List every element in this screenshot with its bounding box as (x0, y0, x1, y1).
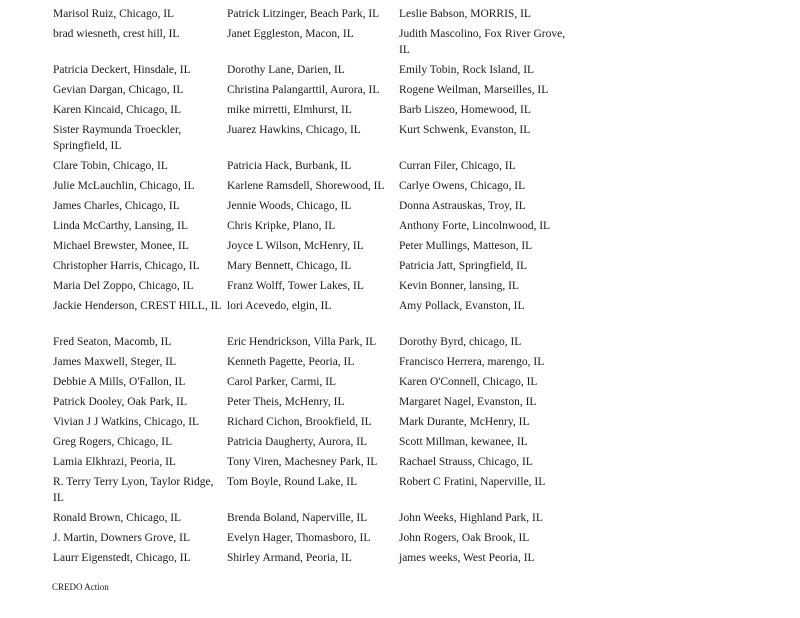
signer-entry: Patrick Litzinger, Beach Park, IL (227, 8, 380, 20)
signer-entry: Juarez Hawkins, Chicago, IL (227, 124, 361, 136)
signer-entry: Sister Raymunda Troeckler, Springfield, IL (53, 124, 182, 152)
signer-entry: Carol Parker, Carmi, IL (227, 376, 337, 388)
signer-entry: Franz Wolff, Tower Lakes, IL (227, 280, 364, 292)
signer-entry: Vivian J J Watkins, Chicago, IL (53, 416, 200, 428)
signer-entry: james weeks, West Peoria, IL (399, 552, 535, 564)
signer-entry: Gevian Dargan, Chicago, IL (53, 84, 184, 96)
signer-entry: Maria Del Zoppo, Chicago, IL (53, 280, 194, 292)
signer-entry: Rachael Strauss, Chicago, IL (399, 456, 533, 468)
signer-entry: Curran Filer, Chicago, IL (399, 160, 516, 172)
signer-entry: Emily Tobin, Rock Island, IL (399, 64, 535, 76)
signer-entry: Richard Cichon, Brookfield, IL (227, 416, 372, 428)
signer-entry: Anthony Forte, Lincolnwood, IL (399, 220, 551, 232)
signer-entry: Barb Liszeo, Homewood, IL (399, 104, 531, 116)
signer-entry: Tom Boyle, Round Lake, IL (227, 476, 358, 488)
signer-entry: John Rogers, Oak Brook, IL (399, 532, 530, 544)
signer-entry: Kenneth Pagette, Peoria, IL (227, 356, 355, 368)
signer-entry: Peter Theis, McHenry, IL (227, 396, 345, 408)
signer-entry: Peter Mullings, Matteson, IL (399, 240, 533, 252)
page-footer: CREDO Action (52, 582, 109, 592)
signer-entry: Evelyn Hager, Thomasboro, IL (227, 532, 371, 544)
signer-entry: Christina Palangarttil, Aurora, IL (227, 84, 380, 96)
signer-entry: Clare Tobin, Chicago, IL (53, 160, 168, 172)
signer-entry: Lamia Elkhrazi, Peoria, IL (53, 456, 176, 468)
signer-entry: Joyce L Wilson, McHenry, IL (227, 240, 364, 252)
signer-entry: Kurt Schwenk, Evanston, IL (399, 124, 531, 136)
signer-entry: Karen O'Connell, Chicago, IL (399, 376, 538, 388)
signer-entry: Patrick Dooley, Oak Park, IL (53, 396, 188, 408)
signer-entry: Margaret Nagel, Evanston, IL (399, 396, 537, 408)
signer-entry: John Weeks, Highland Park, IL (399, 512, 543, 524)
signer-entry: mike mirretti, Elmhurst, IL (227, 104, 352, 116)
signer-entry: Judith Mascolino, Fox River Grove, IL (399, 28, 566, 56)
signer-entry: Mary Bennett, Chicago, IL (227, 260, 352, 272)
signer-entry: Fred Seaton, Macomb, IL (53, 336, 172, 348)
signer-entry: Karen Kincaid, Chicago, IL (53, 104, 182, 116)
signer-entry: lori Acevedo, elgin, IL (227, 300, 332, 312)
signer-entry: Kevin Bonner, lansing, IL (399, 280, 519, 292)
signer-entry: Patricia Deckert, Hinsdale, IL (53, 64, 191, 76)
signer-entry: J. Martin, Downers Grove, IL (53, 532, 191, 544)
signer-entry: Marisol Ruiz, Chicago, IL (53, 8, 175, 20)
signer-entry: Jackie Henderson, CREST HILL, IL (53, 300, 222, 312)
signer-entry: Robert C Fratini, Naperville, IL (399, 476, 546, 488)
signer-entry: Patricia Hack, Burbank, IL (227, 160, 352, 172)
signer-entry: Francisco Herrera, marengo, IL (399, 356, 545, 368)
signer-entry: R. Terry Terry Lyon, Taylor Ridge, IL (53, 476, 214, 504)
signer-entry: Dorothy Lane, Darien, IL (227, 64, 345, 76)
signer-entry: Patricia Daugherty, Aurora, IL (227, 436, 368, 448)
signer-entry: Laurr Eigenstedt, Chicago, IL (53, 552, 191, 564)
signer-entry: Rogene Weilman, Marseilles, IL (399, 84, 549, 96)
signer-entry: brad wiesneth, crest hill, IL (53, 28, 180, 40)
signer-entry: Jennie Woods, Chicago, IL (227, 200, 352, 212)
signer-entry: Karlene Ramsdell, Shorewood, IL (227, 180, 385, 192)
signer-entry: Michael Brewster, Monee, IL (53, 240, 189, 252)
signer-entry: Christopher Harris, Chicago, IL (53, 260, 200, 272)
signer-entry: James Maxwell, Steger, IL (53, 356, 177, 368)
signer-entry: Julie McLauchlin, Chicago, IL (53, 180, 195, 192)
signer-entry: Janet Eggleston, Macon, IL (227, 28, 354, 40)
signer-entry: Ronald Brown, Chicago, IL (53, 512, 182, 524)
signer-entry: Linda McCarthy, Lansing, IL (53, 220, 188, 232)
signer-entry: Greg Rogers, Chicago, IL (53, 436, 173, 448)
signer-entry: Tony Viren, Machesney Park, IL (227, 456, 378, 468)
signer-entry: James Charles, Chicago, IL (53, 200, 180, 212)
signer-entry: Brenda Boland, Naperville, IL (227, 512, 368, 524)
signer-entry: Debbie A Mills, O'Fallon, IL (53, 376, 186, 388)
signer-entry: Patricia Jatt, Springfield, IL (399, 260, 528, 272)
signer-entry: Dorothy Byrd, chicago, IL (399, 336, 522, 348)
signer-entry: Shirley Armand, Peoria, IL (227, 552, 352, 564)
signer-entry: Amy Pollack, Evanston, IL (399, 300, 525, 312)
signer-entry: Eric Hendrickson, Villa Park, IL (227, 336, 377, 348)
signer-entry: Leslie Babson, MORRIS, IL (399, 8, 531, 20)
signer-entry: Carlye Owens, Chicago, IL (399, 180, 526, 192)
signer-entry: Mark Durante, McHenry, IL (399, 416, 530, 428)
signer-entry: Chris Kripke, Plano, IL (227, 220, 336, 232)
signer-entry: Donna Astrauskas, Troy, IL (399, 200, 526, 212)
signer-entry: Scott Millman, kewanee, IL (399, 436, 528, 448)
